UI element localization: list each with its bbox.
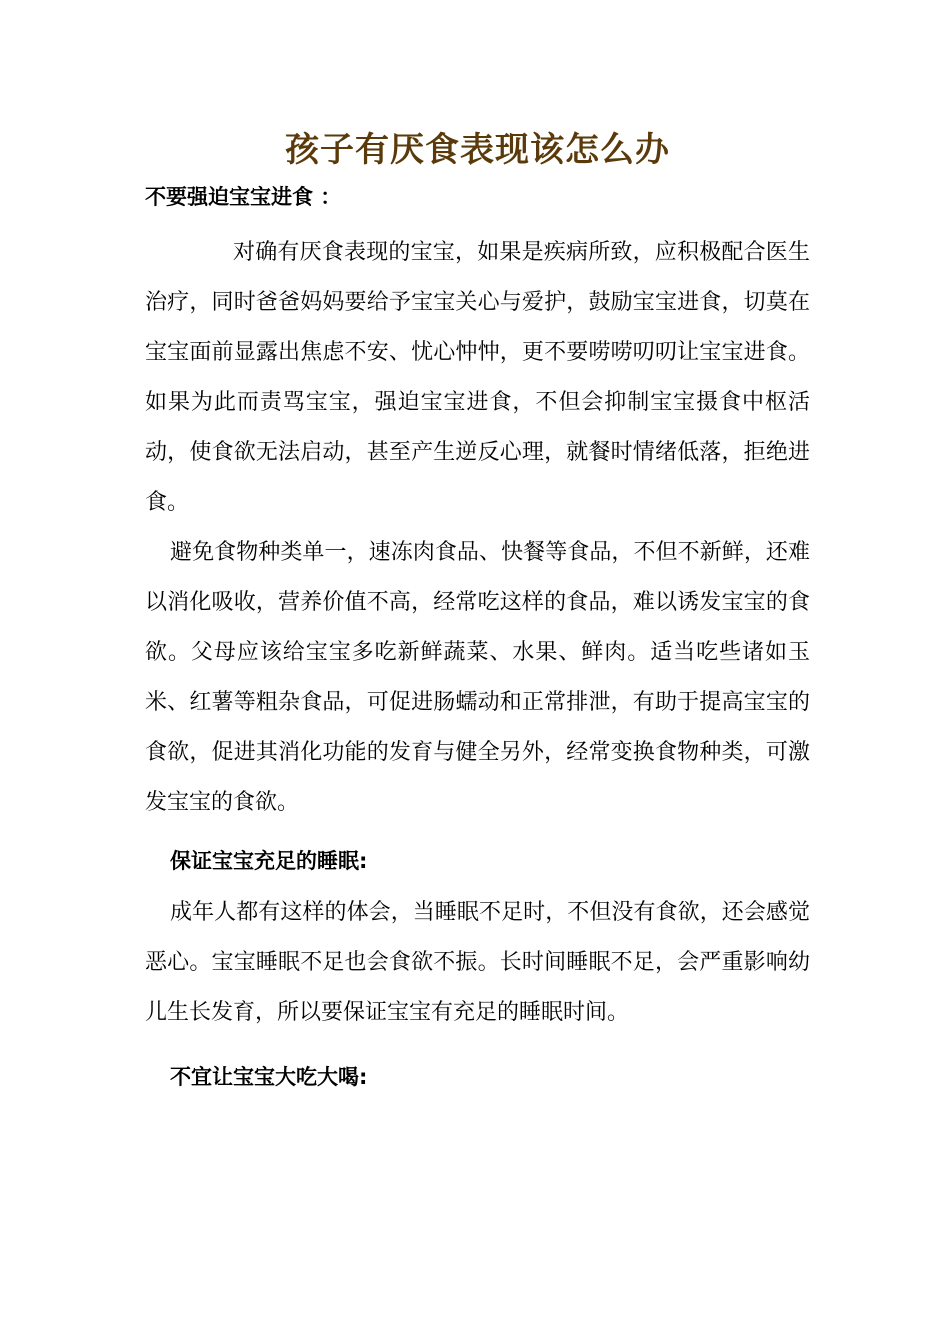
document-page	[145, 124, 810, 1092]
paragraph-sleep: 成年人都有这样的体会，当睡眠不足时，不但没有食欲，还会感觉恶心。宝宝睡眠不足也会食欲不振。长时间睡眠不足，会严重影响幼儿生长发育，所以要保证宝宝有充足的睡眠时间。	[145, 900, 810, 1025]
document-title: 孩子有厌食表现该怎么办	[285, 130, 670, 170]
paragraph-no-forcing: 对确有厌食表现的宝宝，如果是疾病所致，应积极配合医生治疗，同时爸爸妈妈要给予宝宝关心与爱护，鼓励宝宝进食，切莫在宝宝面前显露出焦虑不安、忧心忡忡，更不要唠唠叨叨让宝宝进食。如果为此而责骂宝宝，强迫宝宝进食，不但会抑制宝宝摄食中枢活动，使食欲无法启动，甚至产生逆反心理，就餐时情绪低落，拒绝进食。	[145, 240, 810, 515]
section-heading-no-forcing: 不要强迫宝宝进食 ：	[145, 185, 342, 209]
section-heading-sleep: 保证宝宝充足的睡眠:	[170, 849, 368, 873]
paragraph-food-variety: 避免食物种类单一，速冻肉食品、快餐等食品，不但不新鲜，还难以消化吸收，营养价值不高，经常吃这样的食品，难以诱发宝宝的食欲。父母应该给宝宝多吃新鲜蔬菜、水果、鲜肉。适当吃些诸如玉米、红薯等粗杂食品，可促进肠蠕动和正常排泄，有助于提高宝宝的食欲，促进其消化功能的发育与健全另外，经常变换食物种类，可激发宝宝的食欲。	[145, 540, 810, 815]
section-heading-overeating: 不宜让宝宝大吃大喝:	[170, 1065, 368, 1089]
